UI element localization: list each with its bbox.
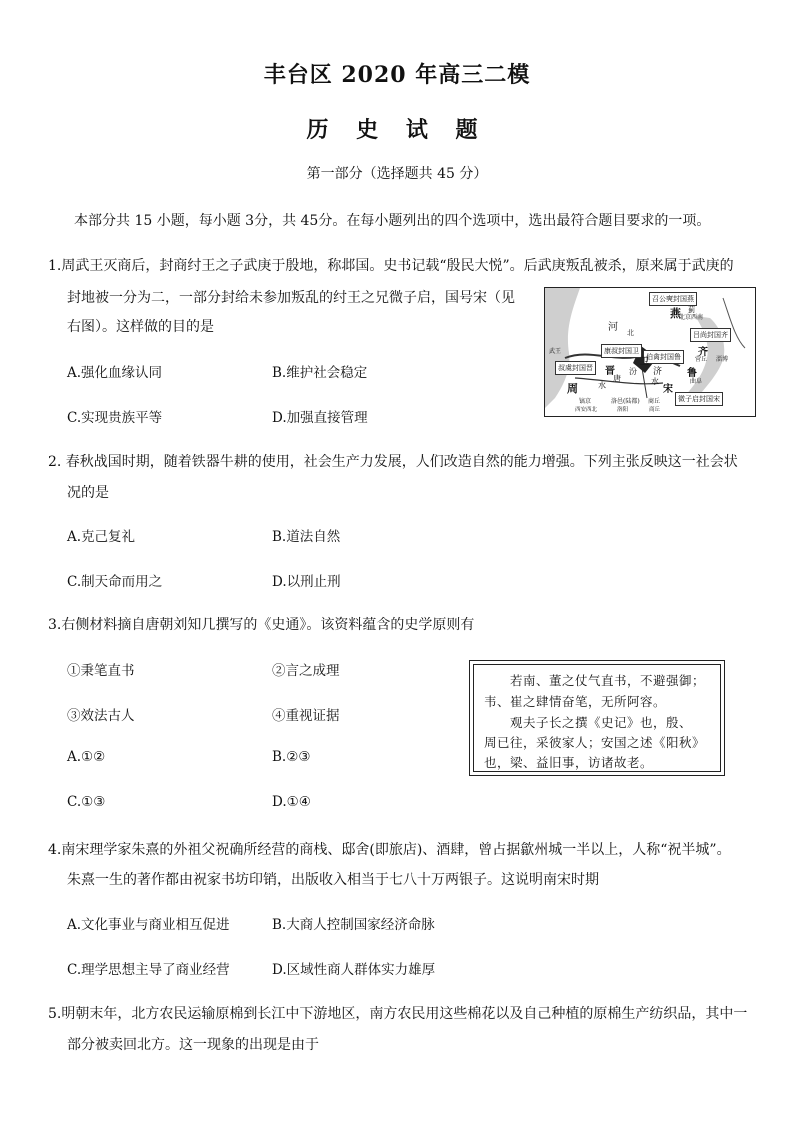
question-4-line-1: 4.南宋理学家朱熹的外祖父祝确所经营的商栈、邸舍(即旅店)、酒肆，曾占据歙州城一半以上，人称“祝半城”。	[48, 842, 731, 858]
question-2-option-b[interactable]: B.道法自然	[272, 529, 341, 545]
question-2-option-a[interactable]: A.克己复礼	[67, 529, 136, 545]
question-3-item-4: ④重视证据	[272, 708, 340, 724]
map-label-weiz: 卫	[640, 357, 650, 367]
question-3-item-3: ③效法古人	[67, 708, 135, 724]
map-label-ji2: 济	[653, 367, 663, 377]
question-2-line-1: 2. 春秋战国时期，随着铁器牛耕的使用，社会生产力发展，人们改造自然的能力增强。下列主张反映这一社会状	[48, 454, 738, 470]
map-label-fen: 汾	[629, 367, 637, 376]
question-1-line-1: 1.周武王灭商后，封商纣王之子武庚于殷地，称邶国。史书记载“殷民大悦”。后武庚叛乱被杀，原来属于武庚的	[48, 258, 734, 274]
question-3-option-c[interactable]: C.①③	[67, 794, 106, 810]
map-label-shangqiu: 商丘	[648, 398, 661, 405]
question-5-line-2: 部分被卖回北方。这一现象的出现是由于	[67, 1037, 319, 1053]
map-label-shaogong: 召公奭封国燕	[649, 292, 697, 306]
map-label-lvshang: 吕尚封国齐	[690, 328, 731, 342]
zhou-fiefdom-map	[544, 287, 756, 417]
map-label-beidi: 北	[627, 329, 634, 337]
instructions: 本部分共 15 小题，每小题 3分，共 45分。在每小题列出的四个选项中，选出最符合题目要求的一项。	[74, 213, 711, 229]
map-label-yan: 燕	[670, 307, 681, 320]
map-label-yingqiu: 营丘	[695, 356, 708, 363]
question-3-item-2: ②言之成理	[272, 663, 340, 679]
map-label-jin: 晋	[605, 366, 615, 377]
exam-title: 丰台区 2020 年高三二模	[263, 62, 531, 88]
exam-subtitle: 历 史 试 题	[306, 117, 488, 143]
question-2-option-c[interactable]: C.制天命而用之	[67, 574, 163, 590]
question-1-option-d[interactable]: D.加强直接管理	[272, 410, 368, 426]
question-2-option-d[interactable]: D.以刑止刑	[272, 574, 341, 590]
question-5-line-1: 5.明朝末年，北方农民运输原棉到长江中下游地区，南方农民用这些棉花以及自己种植的原棉生产纺织品，其中一	[48, 1006, 748, 1022]
map-label-boqin: 伯禽封国鲁	[643, 350, 684, 364]
map-label-beijing: 北京西南	[679, 314, 704, 321]
question-4-option-c[interactable]: C.理学思想主导了商业经营	[67, 962, 230, 978]
question-2-line-2: 况的是	[67, 485, 109, 501]
map-label-wuwang: 武王	[549, 348, 562, 355]
map-label-weizi: 微子启封国宋	[675, 392, 723, 406]
question-4-option-b[interactable]: B.大商人控制国家经济命脉	[272, 917, 435, 933]
map-label-zhou: 周	[567, 382, 578, 395]
map-label-shui2: 水	[651, 377, 659, 386]
question-1-option-c[interactable]: C.实现贵族平等	[67, 410, 163, 426]
question-3-option-a[interactable]: A.①②	[67, 749, 106, 765]
map-label-qi: 齐	[698, 347, 708, 358]
map-label-tangshu: 叔虞封国晋	[555, 361, 596, 375]
question-1-line-3: 右图）。这样做的目的是	[67, 319, 214, 335]
map-label-lu: 鲁	[687, 368, 697, 379]
map-label-luoyi: 洛邑(陆都)	[611, 398, 640, 405]
map-label-luoyang: 洛阳	[617, 407, 629, 413]
quote-line-3: 观夫子长之撰《史记》也，殷、	[510, 715, 693, 730]
quote-line-5: 也，梁、益旧事，访诸故老。	[484, 755, 654, 770]
map-label-shangqiu2: 商丘	[649, 407, 661, 413]
question-3-line-1: 3.右侧材料摘自唐朝刘知几撰写的《史通》。该资料蕴含的史学原则有	[48, 617, 475, 633]
question-4-option-d[interactable]: D.区域性商人群体实力雄厚	[272, 962, 436, 978]
map-label-kangshu: 康叔封国卫	[601, 344, 642, 358]
map-label-haojing: 镐京	[579, 398, 592, 405]
map-label-linzi: 淄博	[716, 356, 729, 363]
question-1-option-b[interactable]: B.维护社会稳定	[272, 365, 368, 381]
map-label-tang: 唐	[613, 374, 621, 383]
quote-line-2: 韦、崔之肆情奋笔，无所阿容。	[484, 694, 667, 709]
question-4-line-2: 朱熹一生的著作都由祝家书坊印销，出版收入相当于七八十万两银子。这说明南宋时期	[67, 872, 599, 888]
map-label-he: 河	[608, 322, 618, 333]
quote-line-1: 若南、董之仗气直书，不避强御；	[510, 673, 706, 688]
map-label-xian: 西安西北	[575, 407, 598, 413]
question-3-option-d[interactable]: D.①④	[272, 794, 311, 810]
map-label-shui: 水	[598, 381, 606, 390]
question-1-line-2: 封地被一分为二，一部分封给未参加叛乱的纣王之兄微子启，国号宋（见	[67, 290, 515, 306]
map-label-song: 宋	[663, 384, 673, 395]
question-1-option-a[interactable]: A.强化血缘认同	[67, 365, 163, 381]
quote-line-4: 周已往，采彼家人；安国之述《阳秋》	[484, 735, 706, 750]
question-4-option-a[interactable]: A.文化事业与商业相互促进	[67, 917, 230, 933]
map-label-qufu: 曲阜	[690, 378, 703, 385]
section-heading: 第一部分（选择题共 45 分）	[306, 166, 488, 182]
map-label-ji: 蓟	[688, 306, 695, 314]
question-3-item-1: ①秉笔直书	[67, 663, 135, 679]
question-3-option-b[interactable]: B.②③	[272, 749, 311, 765]
shitong-quote-box	[469, 660, 725, 776]
